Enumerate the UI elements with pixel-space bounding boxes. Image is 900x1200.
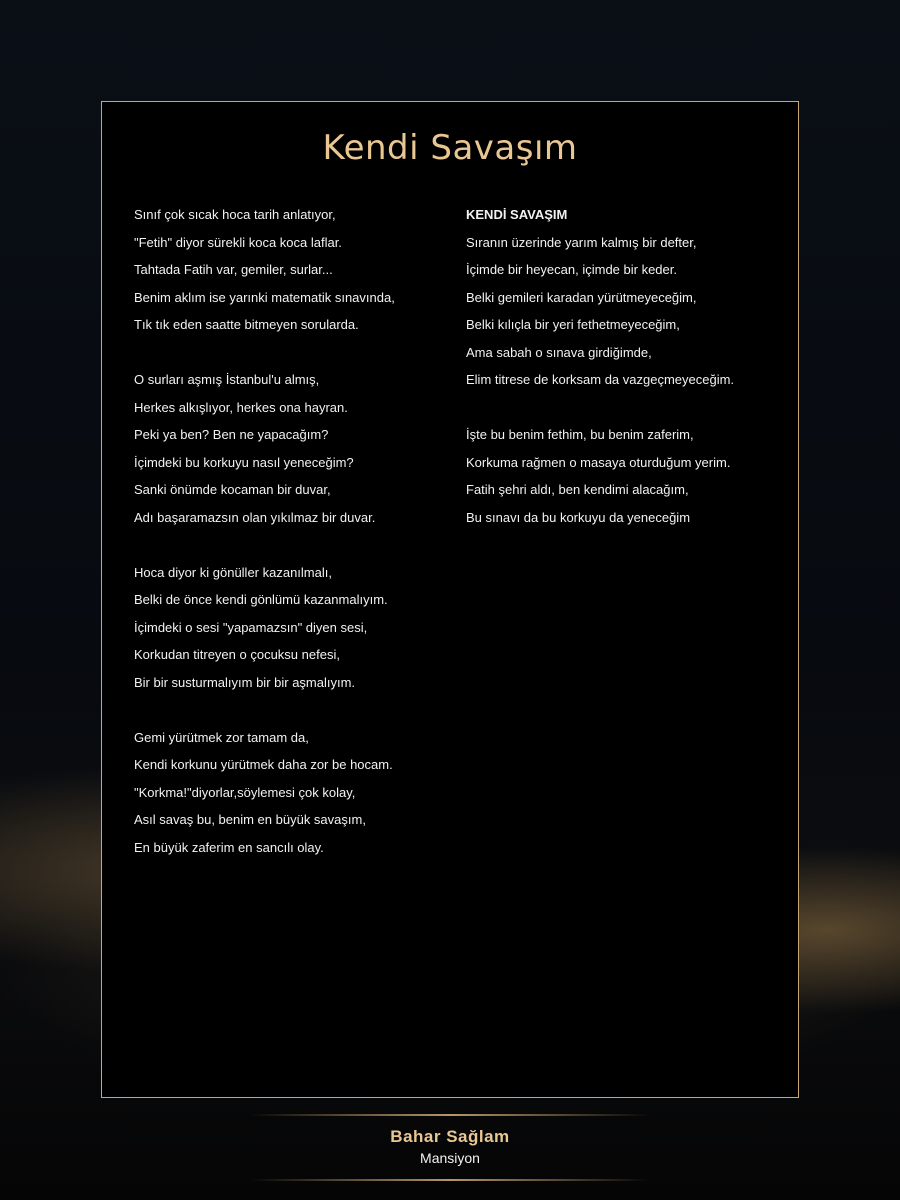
poem-line: Belki de önce kendi gönlümü kazanmalıyım. <box>134 592 388 607</box>
poem-line: Fatih şehri aldı, ben kendimi alacağım, <box>466 482 689 497</box>
stanza-break <box>134 699 464 727</box>
poem-line: İçimdeki o sesi "yapamazsın" diyen sesi, <box>134 619 368 635</box>
poem-title: Kendi Savaşım <box>322 128 578 168</box>
poem-right-heading: KENDİ SAVAŞIM <box>466 207 568 222</box>
poem-line: Sıranın üzerinde yarım kalmış bir defter, <box>466 234 697 250</box>
poem-line: Bu sınavı da bu korkuyu da yeneceğim <box>466 509 691 525</box>
footer-divider-bottom <box>250 1179 650 1181</box>
poem-line: Adı başaramazsın olan yıkılmaz bir duvar. <box>134 509 376 525</box>
poem-line: Sanki önümde kocaman bir duvar, <box>134 482 331 497</box>
author-name: Bahar Sağlam <box>390 1127 510 1146</box>
poem-line: "Korkma!"diyorlar,söylemesi çok kolay, <box>134 784 356 800</box>
poem-line: Peki ya ben? Ben ne yapacağım? <box>134 427 329 442</box>
stanza-break <box>134 534 464 562</box>
poem-line: Kendi korkunu yürütmek daha zor be hocam. <box>134 757 393 772</box>
poem-line: Hoca diyor ki gönüller kazanılmalı, <box>134 564 332 580</box>
poem-line: İçimde bir heyecan, içimde bir keder. <box>466 262 677 277</box>
poem-line: Ama sabah o sınava girdiğimde, <box>466 344 652 360</box>
poem-line: Korkuma rağmen o masaya oturduğum yerim. <box>466 454 731 470</box>
poem-line: Elim titrese de korksam da vazgeçmeyeceğim. <box>466 372 735 387</box>
stanza-break <box>134 342 464 370</box>
poem-line: Herkes alkışlıyor, herkes ona hayran. <box>134 399 348 415</box>
poem-line: Sınıf çok sıcak hoca tarih anlatıyor, <box>134 207 336 222</box>
poem-line: "Fetih" diyor sürekli koca koca laflar. <box>134 234 342 250</box>
poem-line: Belki gemileri karadan yürütmeyeceğim, <box>466 289 697 305</box>
poem-line: En büyük zaferim en sancılı olay. <box>134 839 324 855</box>
poem-line: Asıl savaş bu, benim en büyük savaşım, <box>134 812 366 827</box>
poem-line: Bir bir susturmalıyım bir bir aşmalıyım. <box>134 674 356 690</box>
footer-divider-top <box>250 1114 650 1116</box>
poem-line: Gemi yürütmek zor tamam da, <box>134 729 309 745</box>
poem-line: O surları aşmış İstanbul'u almış, <box>134 372 320 387</box>
poem-line: Benim aklım ise yarınki matematik sınavında, <box>134 289 395 305</box>
award-label: Mansiyon <box>420 1150 480 1166</box>
poem-line: Tık tık eden saatte bitmeyen sorularda. <box>134 317 359 332</box>
poem-line: İşte bu benim fethim, bu benim zaferim, <box>466 427 694 442</box>
poem-line: Tahtada Fatih var, gemiler, surlar... <box>134 262 333 277</box>
poem-left-column <box>134 204 464 864</box>
poem-line: İçimdeki bu korkuyu nasıl yeneceğim? <box>134 454 354 470</box>
poem-right-column <box>466 204 796 534</box>
poem-line: Belki kılıçla bir yeri fethetmeyeceğim, <box>466 317 680 332</box>
poem-line: Korkudan titreyen o çocuksu nefesi, <box>134 647 340 662</box>
stanza-break <box>466 397 796 425</box>
